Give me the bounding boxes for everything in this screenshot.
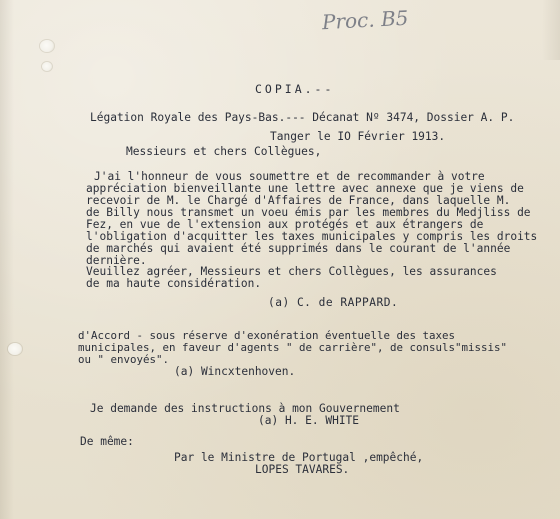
punch-hole-top-small [42, 62, 52, 71]
portugal-line: Par le Ministre de Portugal ,empêché, [174, 451, 424, 464]
body-line-5: Fez, en vue de l'extension aux protégés et aux étrangers de [86, 218, 484, 231]
instructions-line: Je demande des instructions à mon Gouvernement [90, 402, 400, 415]
punch-hole-bottom [8, 343, 22, 355]
salutation: Messieurs et chers Collègues, [126, 145, 322, 158]
signature-wincxtenhoven: (a) Wincxtenhoven. [174, 365, 296, 378]
body-line-1: J'ai l'honneur de vous soumettre et de recommander à votre [94, 170, 485, 183]
closing-line-1: Veuillez agréer, Messieurs et chers Collègues, les assurances [86, 265, 497, 278]
handwritten-note: Proc. B5 [321, 5, 409, 35]
accord-line-2: municipales, en faveur d'agents " de carrière", de consuls"missis" [78, 341, 508, 354]
page-shadow-right [542, 0, 560, 60]
body-line-3: recevoir de M. le Chargé d'Affaires de France, dans laquelle M. [86, 194, 511, 207]
header-line: Légation Royale des Pays-Bas.--- Décanat Nº 3474, Dossier A. P. [90, 111, 515, 124]
body-line-2: appréciation bienveillante une lettre avec annexe que je viens de [86, 182, 524, 195]
page-shadow-left [0, 0, 14, 519]
date-line: Tanger le IO Février 1913. [270, 130, 446, 143]
body-line-4: de Billy nous transmet un voeu émis par les membres du Medjliss de [86, 206, 531, 219]
punch-hole-top [40, 40, 54, 52]
body-line-6: l'obligation d'acquitter les taxes municipales y compris les droits [86, 230, 538, 243]
document-title: COPIA.-- [255, 82, 335, 96]
de-meme-label: De même: [80, 435, 134, 448]
closing-line-2: de ma haute considération. [86, 277, 262, 290]
signature-white: (a) H. E. WHITE [258, 414, 360, 427]
body-line-7: de marchés qui avaient été supprimés dans le courant de l'année [86, 242, 511, 255]
signature-rappard: (a) C. de RAPPARD. [268, 296, 399, 309]
accord-line-3: ou " envoyés". [78, 353, 170, 366]
signature-lopes-tavares: LOPES TAVARES. [255, 463, 350, 476]
accord-line-1: d'Accord - sous réserve d'exonération éventuelle des taxes [78, 329, 456, 342]
body-line-8: dernière. [86, 254, 147, 267]
